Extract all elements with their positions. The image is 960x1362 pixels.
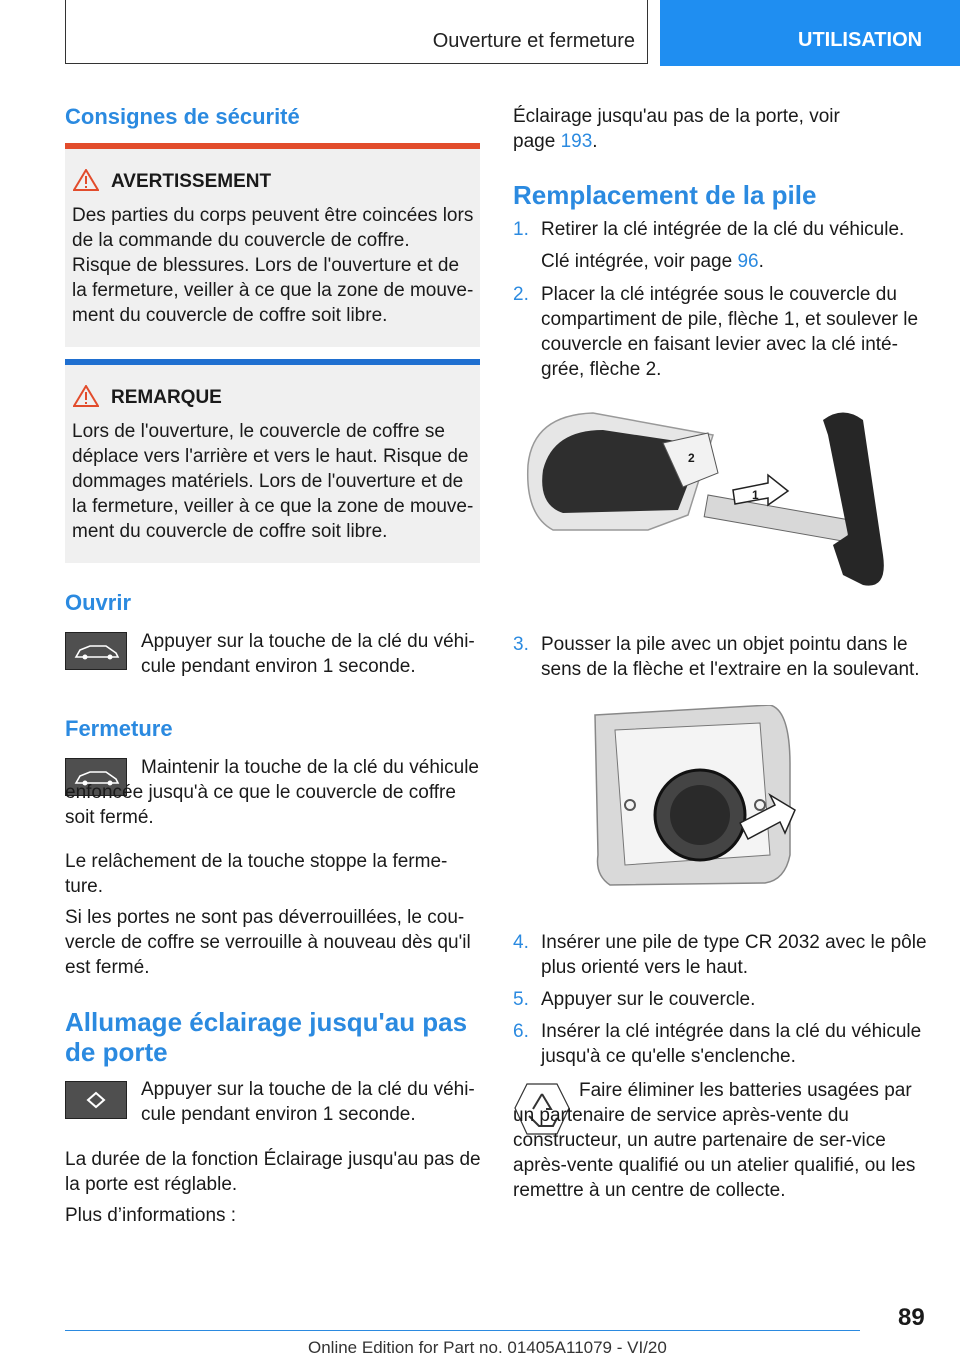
recycle-text: Faire éliminer les batteries usagées par un partenaire de service après-vente du constructeur, un autre partenaire de ser-vice après-vente qualifié ou un atelier qualifié, ou les remettre à un centre de collecte. <box>513 1080 916 1201</box>
light-key-icon <box>65 1081 127 1119</box>
close-paragraph-3: Si les portes ne sont pas déverrouillées, le cou-vercle de coffre se verrouille à nouveau dès qu'il est fermé. <box>65 907 471 978</box>
warning-triangle-icon <box>73 169 99 196</box>
trunk-key-icon <box>65 632 127 670</box>
note-text: Lors de l'ouverture, le couvercle de coffre se déplace vers l'arrière et vers le haut. Risque de dommages matériels. Lors de l'ouverture et de la fermeture, veiller à ce que la zone de mouve-ment du couvercle de coffre soit libre. <box>72 421 474 542</box>
light-paragraph-2: La durée de la fonction Éclairage jusqu'au pas de la porte est réglable. <box>65 1149 481 1195</box>
intro-text: Éclairage jusqu'au pas de la porte, voir page 193. <box>513 106 840 152</box>
page-link-193[interactable]: 193 <box>560 131 593 152</box>
figure-key-cover <box>513 395 933 605</box>
step-3: 3. Pousser la pile avec un objet pointu dans le sens de la flèche et l'extraire en la soulevant. <box>513 634 920 680</box>
open-text: Appuyer sur la touche de la clé du véhi-cule pendant environ 1 seconde. <box>141 631 475 677</box>
open-heading: Ouvrir <box>65 590 132 615</box>
note-triangle-icon <box>73 385 99 412</box>
header-tab-utilisation[interactable]: UTILISATION <box>660 0 960 66</box>
note-box <box>65 365 480 563</box>
warning-title: AVERTISSEMENT <box>111 171 272 192</box>
page-number: 89 <box>898 1304 925 1331</box>
footer-rule <box>65 1330 860 1331</box>
header-section-title: Ouverture et fermeture <box>432 30 635 52</box>
step-6: 6. Insérer la clé intégrée dans la clé du véhicule jusqu'à ce qu'elle s'enclenche. <box>513 1021 922 1067</box>
light-text: Appuyer sur la touche de la clé du véhi-cule pendant environ 1 seconde. <box>141 1079 475 1125</box>
close-heading: Fermeture <box>65 716 173 741</box>
light-paragraph-3: Plus d’informations : <box>65 1205 237 1226</box>
page-link-96[interactable]: 96 <box>737 251 759 272</box>
figure-label-1: 1 <box>752 488 759 502</box>
step-2: 2. Placer la clé intégrée sous le couvercle du compartiment de pile, flèche 1, et soulever le couvercle en faisant levier avec la clé inté-grée, flèche 2. <box>513 284 919 380</box>
light-heading: Allumage éclairage jusqu'au pas de porte <box>65 1007 468 1067</box>
figure-label-2: 2 <box>688 451 695 465</box>
figure-battery-compartment <box>590 705 810 890</box>
step-1-sub: Clé intégrée, voir page 96. <box>541 251 764 272</box>
close-text: Maintenir la touche de la clé du véhicule enfoncée jusqu'à ce que le couvercle de coffre soit fermé. <box>65 757 479 828</box>
step-1: 1. Retirer la clé intégrée de la clé du véhicule. <box>513 219 905 240</box>
step-4: 4. Insérer une pile de type CR 2032 avec le pôle plus orienté vers le haut. <box>513 932 927 978</box>
warning-box <box>65 149 480 347</box>
close-paragraph-2: Le relâchement de la touche stoppe la ferme-ture. <box>65 851 448 897</box>
battery-heading: Remplacement de la pile <box>513 180 817 210</box>
safety-heading: Consignes de sécurité <box>65 104 300 129</box>
footer-edition: Online Edition for Part no. 01405A11079 - VI/20 <box>308 1338 667 1357</box>
note-title: REMARQUE <box>111 387 222 408</box>
warning-text: Des parties du corps peuvent être coincées lors de la commande du couvercle de coffre. Risque de blessures. Lors de l'ouverture et de la fermeture, veiller à ce que la zone de mouve-ment du couvercle de coffre soit libre. <box>72 205 474 326</box>
step-5: 5. Appuyer sur le couvercle. <box>513 989 756 1010</box>
